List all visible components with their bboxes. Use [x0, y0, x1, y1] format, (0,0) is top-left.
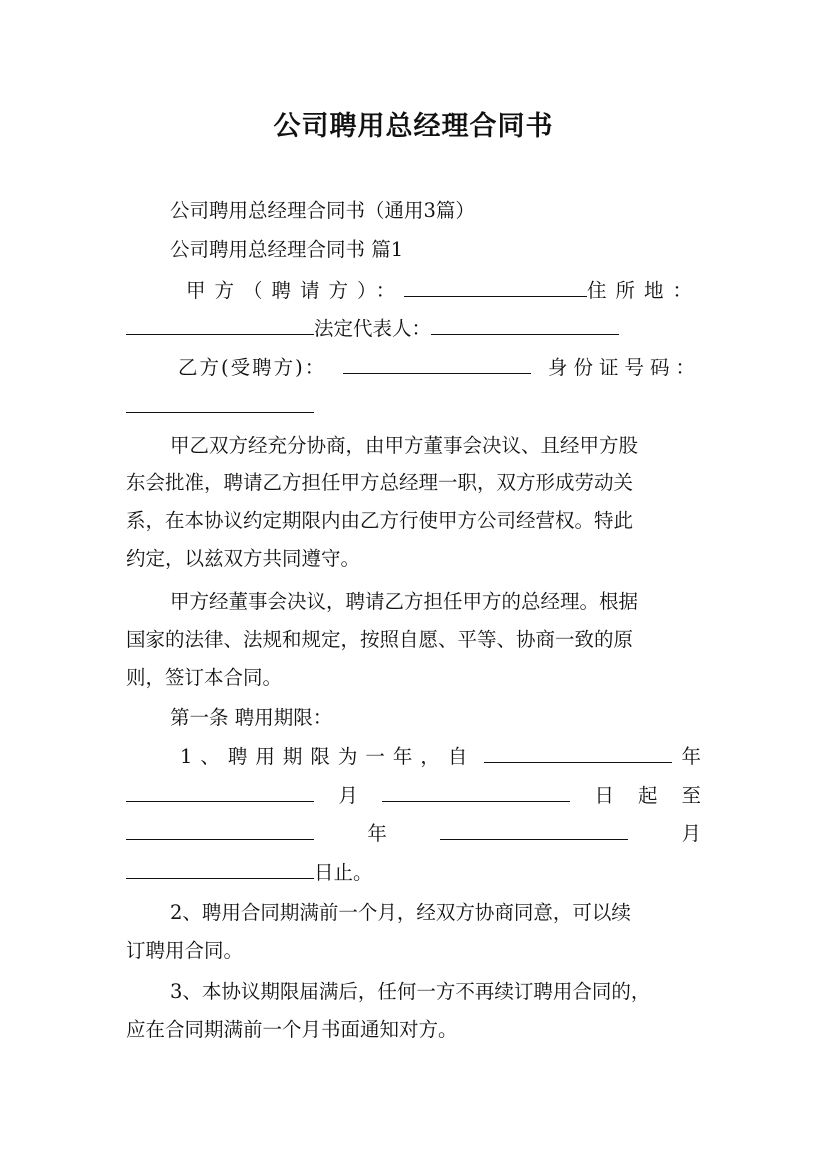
item1-day-from-label: 日起至	[594, 784, 725, 807]
party-a-label: 甲方（聘请方）：	[186, 279, 405, 302]
p2-line: 则，签订本合同。	[126, 666, 283, 689]
item2-line: 2、聘用合同期满前一个月，经双方协商同意，可以续	[170, 901, 631, 924]
party-b-label: 乙方(受聘方)：	[178, 356, 327, 379]
party-a-rep-line	[126, 316, 701, 341]
end-day-blank	[126, 860, 314, 879]
article1-item1-line1	[180, 744, 701, 769]
article1-heading: 第一条 聘用期限：	[170, 706, 333, 729]
party-a-address-label: 住所地：	[586, 279, 701, 302]
party-b-line	[178, 355, 701, 380]
article1-item1-line4	[126, 860, 701, 885]
party-a-rep-label: 法定代表人：	[314, 317, 432, 340]
party-a-rep-blank	[431, 316, 619, 335]
p1-line: 系，在本协议约定期限内由乙方行使甲方公司经营权。特此	[126, 509, 634, 532]
party-b-id-label: 身份证号码：	[547, 356, 701, 379]
item1-month-label: 月	[338, 784, 358, 807]
document-subtitle: 公司聘用总经理合同书（通用3篇）	[170, 199, 475, 222]
item1-lead: 1、聘用期限为一年，自	[180, 745, 476, 768]
p1-line: 约定，以兹双方共同遵守。	[126, 547, 361, 570]
item2-line: 订聘用合同。	[126, 939, 244, 962]
start-year-blank	[484, 744, 672, 763]
party-a-line	[186, 278, 701, 303]
document-title: 公司聘用总经理合同书	[273, 111, 554, 142]
item1-end-label: 日止。	[314, 861, 373, 884]
party-b-name-blank	[343, 355, 531, 374]
p1-line: 甲乙双方经充分协商，由甲方董事会决议、且经甲方股	[170, 434, 639, 457]
item3-line: 3、本协议期限届满后，任何一方不再续订聘用合同的，	[170, 980, 651, 1003]
item1-end-year-label: 年	[367, 822, 387, 845]
start-day-blank	[382, 783, 570, 802]
p1-line: 东会批准，聘请乙方担任甲方总经理一职，双方形成劳动关	[126, 471, 634, 494]
party-b-id-blank	[126, 394, 314, 413]
article1-item1-line3	[126, 821, 701, 846]
item1-end-month-label: 月	[681, 822, 701, 845]
p2-line: 国家的法律、法规和规定，按照自愿、平等、协商一致的原	[126, 628, 634, 651]
section-heading: 公司聘用总经理合同书 篇1	[170, 238, 404, 261]
article1-item1-line2	[126, 783, 725, 808]
party-a-address-blank	[126, 316, 314, 335]
end-year-blank	[126, 821, 314, 840]
start-month-blank	[126, 783, 314, 802]
end-month-blank	[440, 821, 628, 840]
item3-line: 应在合同期满前一个月书面通知对方。	[126, 1018, 458, 1041]
party-b-id-line	[126, 394, 701, 419]
item1-year-label: 年	[681, 745, 701, 768]
party-a-name-blank	[404, 278, 587, 297]
p2-line: 甲方经董事会决议，聘请乙方担任甲方的总经理。根据	[170, 590, 639, 613]
